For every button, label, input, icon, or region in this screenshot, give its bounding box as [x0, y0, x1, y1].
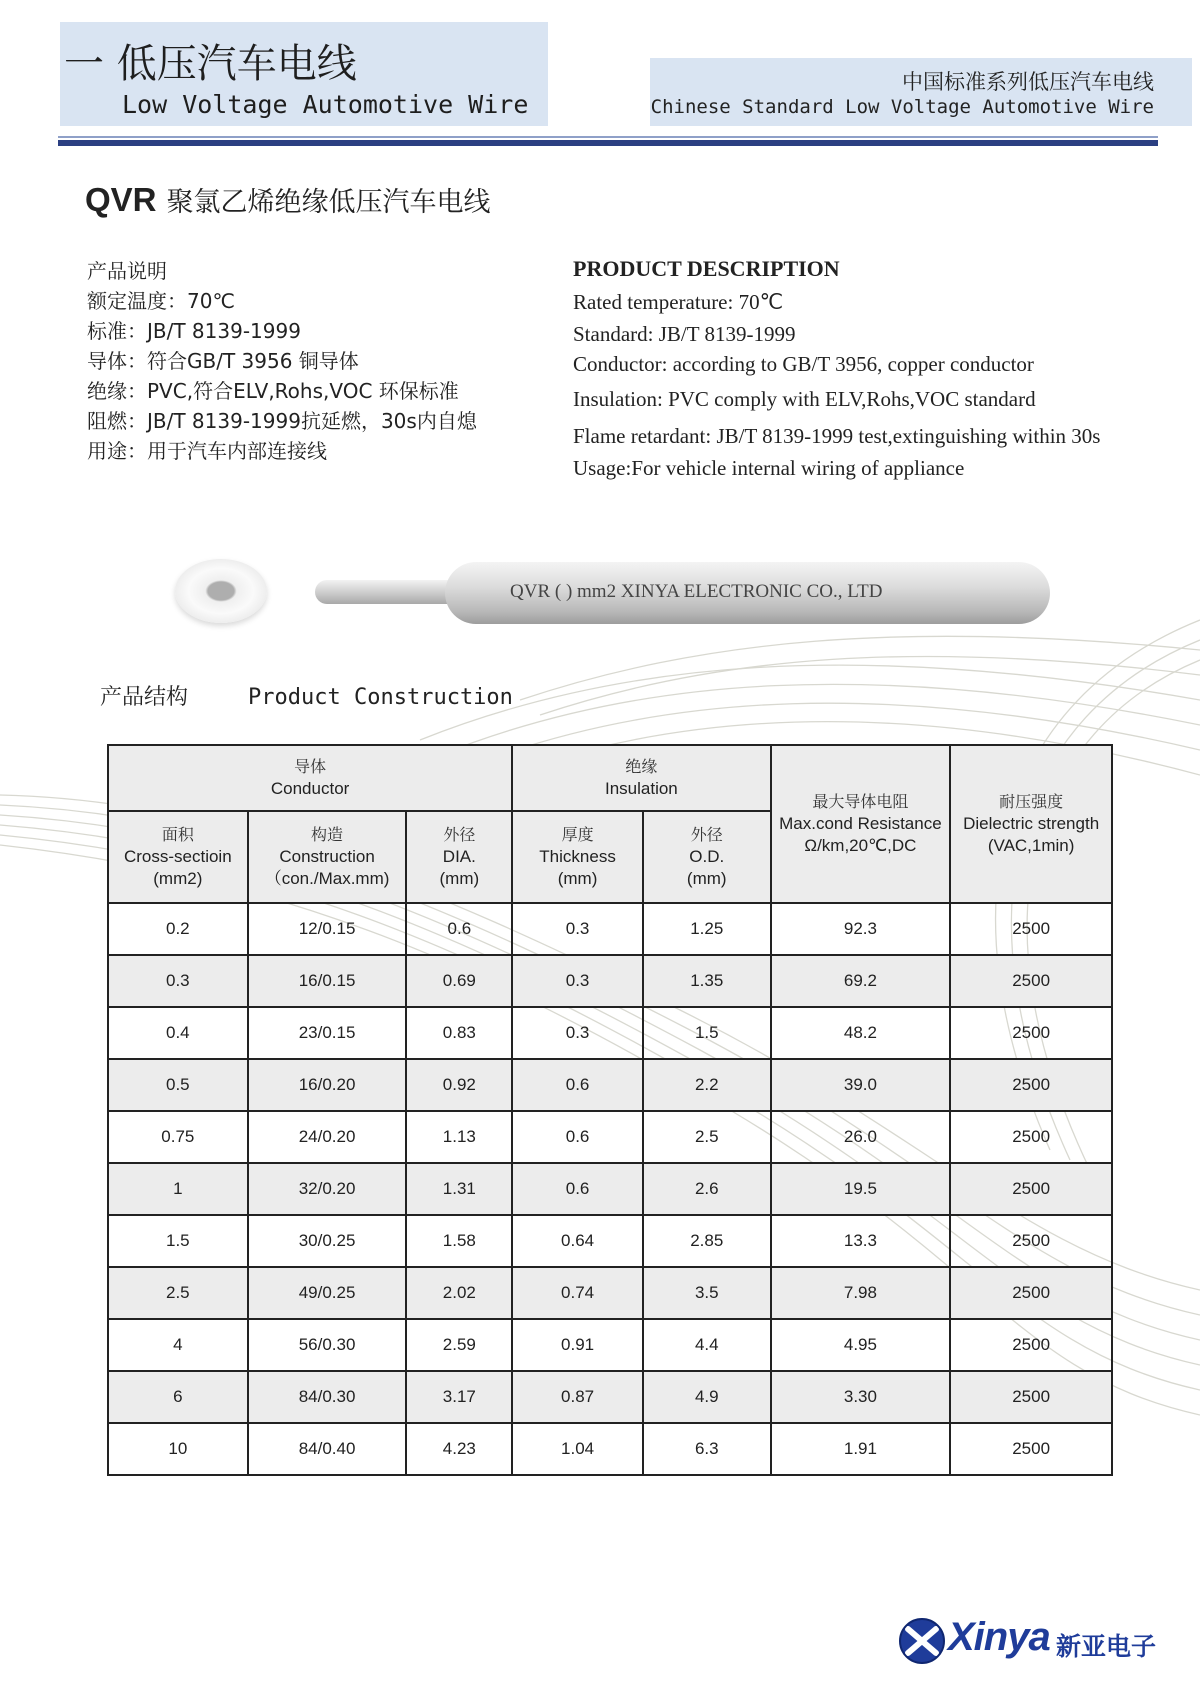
- cell-dia: 0.69: [406, 955, 512, 1007]
- cell-construction: 84/0.30: [248, 1371, 407, 1423]
- cell-thickness: 0.6: [512, 1163, 643, 1215]
- table-row: [108, 955, 1112, 1007]
- cell-resistance: 39.0: [771, 1059, 951, 1111]
- wire-conductor: [315, 580, 465, 604]
- section-title: [100, 680, 513, 711]
- description-en: [573, 256, 1100, 481]
- cell-thickness: 0.6: [512, 1111, 643, 1163]
- cell-thickness: 0.74: [512, 1267, 643, 1319]
- cell-od: 2.2: [643, 1059, 771, 1111]
- cell-resistance: 48.2: [771, 1007, 951, 1059]
- cell-dia: 4.23: [406, 1423, 512, 1475]
- table-row: [108, 1267, 1112, 1319]
- header-area-en: Cross-sectioin: [123, 847, 232, 866]
- header-dia-en: DIA.: [442, 847, 476, 866]
- description-zh-line: 绝缘：PVC,符合ELV,Rohs,VOC 环保标准: [87, 379, 459, 403]
- table-row: [108, 1423, 1112, 1475]
- cell-resistance: 92.3: [771, 903, 951, 955]
- header-series-box: [650, 58, 1192, 126]
- wire-illustration: [175, 555, 1055, 633]
- cell-resistance: 13.3: [771, 1215, 951, 1267]
- header-dielectric-en: Dielectric strength: [963, 814, 1100, 833]
- construction-table: [107, 744, 1113, 1476]
- header-dia-unit: (mm): [439, 869, 480, 888]
- cell-od: 1.5: [643, 1007, 771, 1059]
- cell-thickness: 0.87: [512, 1371, 643, 1423]
- header-conductor-zh: 导体: [294, 757, 327, 776]
- header-thickness-unit: (mm): [557, 869, 598, 888]
- product-name-zh: 聚氯乙烯绝缘低压汽车电线: [166, 187, 491, 218]
- cell-construction: 23/0.15: [248, 1007, 407, 1059]
- cell-construction: 56/0.30: [248, 1319, 407, 1371]
- section-title-zh: 产品结构: [100, 685, 189, 710]
- description-zh-line: 阻燃：JB/T 8139-1999抗延燃，30s内自熄: [87, 409, 477, 433]
- cell-resistance: 3.30: [771, 1371, 951, 1423]
- cell-area: 1: [108, 1163, 248, 1215]
- description-zh-line: 导体：符合GB/T 3956 铜导体: [87, 349, 359, 373]
- header-series-zh: 中国标准系列低压汽车电线: [902, 70, 1154, 94]
- description-en-heading: PRODUCT DESCRIPTION: [573, 256, 840, 281]
- description-en-line: Rated temperature: 70℃: [573, 290, 784, 314]
- cell-construction: 12/0.15: [248, 903, 407, 955]
- cell-dia: 0.83: [406, 1007, 512, 1059]
- table-row: [108, 1007, 1112, 1059]
- description-zh-line: 用途：用于汽车内部连接线: [87, 439, 327, 463]
- description-en-line: Conductor: according to GB/T 3956, copper conductor: [573, 352, 1034, 376]
- table-row: [108, 1371, 1112, 1423]
- cell-construction: 16/0.15: [248, 955, 407, 1007]
- description-zh-line: 产品说明: [87, 259, 167, 283]
- table-row: [108, 1319, 1112, 1371]
- cell-construction: 24/0.20: [248, 1111, 407, 1163]
- header-resistance-zh: 最大导体电阻: [812, 792, 909, 811]
- header-divider: [58, 140, 1158, 146]
- cell-dielectric: 2500: [950, 1163, 1112, 1215]
- cell-resistance: 1.91: [771, 1423, 951, 1475]
- cell-dia: 2.02: [406, 1267, 512, 1319]
- cell-construction: 84/0.40: [248, 1423, 407, 1475]
- header-od-zh: 外径: [690, 825, 723, 844]
- product-model: QVR: [85, 181, 157, 218]
- header-title-box: [60, 22, 548, 126]
- xinya-logo-icon: [898, 1617, 946, 1665]
- table-row: [108, 1215, 1112, 1267]
- table-row: [108, 903, 1112, 955]
- cell-dia: 1.13: [406, 1111, 512, 1163]
- table-row: [108, 1163, 1112, 1215]
- header-area: [108, 811, 248, 903]
- cell-dia: 1.31: [406, 1163, 512, 1215]
- cell-area: 0.75: [108, 1111, 248, 1163]
- cell-area: 4: [108, 1319, 248, 1371]
- header-insulation-zh: 绝缘: [625, 757, 658, 776]
- cell-dia: 0.6: [406, 903, 512, 955]
- cell-construction: 49/0.25: [248, 1267, 407, 1319]
- cell-construction: 16/0.20: [248, 1059, 407, 1111]
- header-thickness-zh: 厚度: [561, 825, 594, 844]
- page-title: [85, 180, 491, 219]
- cell-od: 4.4: [643, 1319, 771, 1371]
- table-row: [108, 1059, 1112, 1111]
- cell-area: 0.2: [108, 903, 248, 955]
- header-resistance-unit: Ω/km,20℃,DC: [804, 836, 917, 855]
- cell-resistance: 26.0: [771, 1111, 951, 1163]
- header-insulation: [512, 745, 770, 811]
- cell-dia: 0.92: [406, 1059, 512, 1111]
- section-title-en: Product Construction: [248, 685, 513, 710]
- cell-od: 4.9: [643, 1371, 771, 1423]
- cell-od: 6.3: [643, 1423, 771, 1475]
- cell-thickness: 0.3: [512, 1007, 643, 1059]
- header-area-unit: (mm2): [153, 869, 203, 888]
- description-zh-line: 标准：JB/T 8139-1999: [87, 319, 301, 343]
- cell-resistance: 19.5: [771, 1163, 951, 1215]
- cell-dielectric: 2500: [950, 955, 1112, 1007]
- cell-resistance: 69.2: [771, 955, 951, 1007]
- cell-thickness: 1.04: [512, 1423, 643, 1475]
- header-od-unit: (mm): [686, 869, 727, 888]
- cell-dielectric: 2500: [950, 1319, 1112, 1371]
- header-thickness-en: Thickness: [539, 847, 616, 866]
- header-title-en: Low Voltage Automotive Wire: [122, 90, 529, 119]
- header-conductor: [108, 745, 512, 811]
- cell-area: 0.5: [108, 1059, 248, 1111]
- cell-thickness: 0.6: [512, 1059, 643, 1111]
- cell-thickness: 0.64: [512, 1215, 643, 1267]
- cell-dielectric: 2500: [950, 1007, 1112, 1059]
- cell-dia: 2.59: [406, 1319, 512, 1371]
- cell-od: 1.25: [643, 903, 771, 955]
- cell-construction: 30/0.25: [248, 1215, 407, 1267]
- cell-dia: 1.58: [406, 1215, 512, 1267]
- cell-dielectric: 2500: [950, 1111, 1112, 1163]
- cell-dielectric: 2500: [950, 1267, 1112, 1319]
- header-construction-zh: 构造: [311, 825, 344, 844]
- cell-od: 3.5: [643, 1267, 771, 1319]
- description-en-line: Insulation: PVC comply with ELV,Rohs,VOC standard: [573, 387, 1036, 411]
- header-dia-zh: 外径: [443, 825, 476, 844]
- description-en-line: Flame retardant: JB/T 8139-1999 test,extinguishing within 30s: [573, 424, 1101, 448]
- description-en-line: Standard: JB/T 8139-1999: [573, 322, 796, 346]
- cell-od: 2.85: [643, 1215, 771, 1267]
- table-row: [108, 1111, 1112, 1163]
- cell-area: 1.5: [108, 1215, 248, 1267]
- cell-dielectric: 2500: [950, 1371, 1112, 1423]
- cell-od: 1.35: [643, 955, 771, 1007]
- description-zh-line: 额定温度：70℃: [87, 289, 235, 313]
- cell-dia: 3.17: [406, 1371, 512, 1423]
- header-series-en: Chinese Standard Low Voltage Automotive Wire: [650, 96, 1154, 118]
- header-thickness: [512, 811, 643, 903]
- cell-resistance: 4.95: [771, 1319, 951, 1371]
- logo-name-zh: 新亚电子: [1056, 1632, 1157, 1661]
- header-resistance-en: Max.cond Resistance: [779, 814, 942, 833]
- cell-dielectric: 2500: [950, 1215, 1112, 1267]
- cell-area: 0.3: [108, 955, 248, 1007]
- header-title-zh: 一 低压汽车电线: [64, 41, 357, 87]
- cell-dielectric: 2500: [950, 1059, 1112, 1111]
- cell-construction: 32/0.20: [248, 1163, 407, 1215]
- cell-od: 2.5: [643, 1111, 771, 1163]
- cell-area: 6: [108, 1371, 248, 1423]
- description-en-line: Usage:For vehicle internal wiring of appliance: [573, 456, 965, 480]
- header-construction-en: Construction: [279, 847, 375, 866]
- header-od: [643, 811, 771, 903]
- header-od-en: O.D.: [689, 847, 725, 866]
- wire-cross-section: [175, 559, 267, 623]
- header-dielectric-unit: (VAC,1min): [987, 836, 1075, 855]
- header-construction-unit: （con./Max.mm): [264, 869, 390, 888]
- header-insulation-en: Insulation: [604, 779, 678, 798]
- cell-resistance: 7.98: [771, 1267, 951, 1319]
- cell-thickness: 0.91: [512, 1319, 643, 1371]
- cell-area: 0.4: [108, 1007, 248, 1059]
- header-dielectric: [950, 745, 1112, 903]
- table-body: [108, 903, 1112, 1475]
- header-resistance: [771, 745, 951, 903]
- cell-dielectric: 2500: [950, 1423, 1112, 1475]
- cell-od: 2.6: [643, 1163, 771, 1215]
- logo-brand-text: Xinya: [948, 1615, 1050, 1659]
- header-divider-thin: [58, 136, 1158, 138]
- wire-print-text: QVR ( ) mm2 XINYA ELECTRONIC CO., LTD: [510, 581, 883, 602]
- header-dielectric-zh: 耐压强度: [999, 792, 1064, 811]
- company-logo: [898, 1613, 1160, 1671]
- header-area-zh: 面积: [161, 825, 194, 844]
- cell-thickness: 0.3: [512, 903, 643, 955]
- cell-thickness: 0.3: [512, 955, 643, 1007]
- cell-area: 2.5: [108, 1267, 248, 1319]
- header-conductor-en: Conductor: [270, 779, 350, 798]
- cell-area: 10: [108, 1423, 248, 1475]
- header-dia: [406, 811, 512, 903]
- cell-dielectric: 2500: [950, 903, 1112, 955]
- header-construction: [248, 811, 407, 903]
- description-zh: [87, 256, 477, 466]
